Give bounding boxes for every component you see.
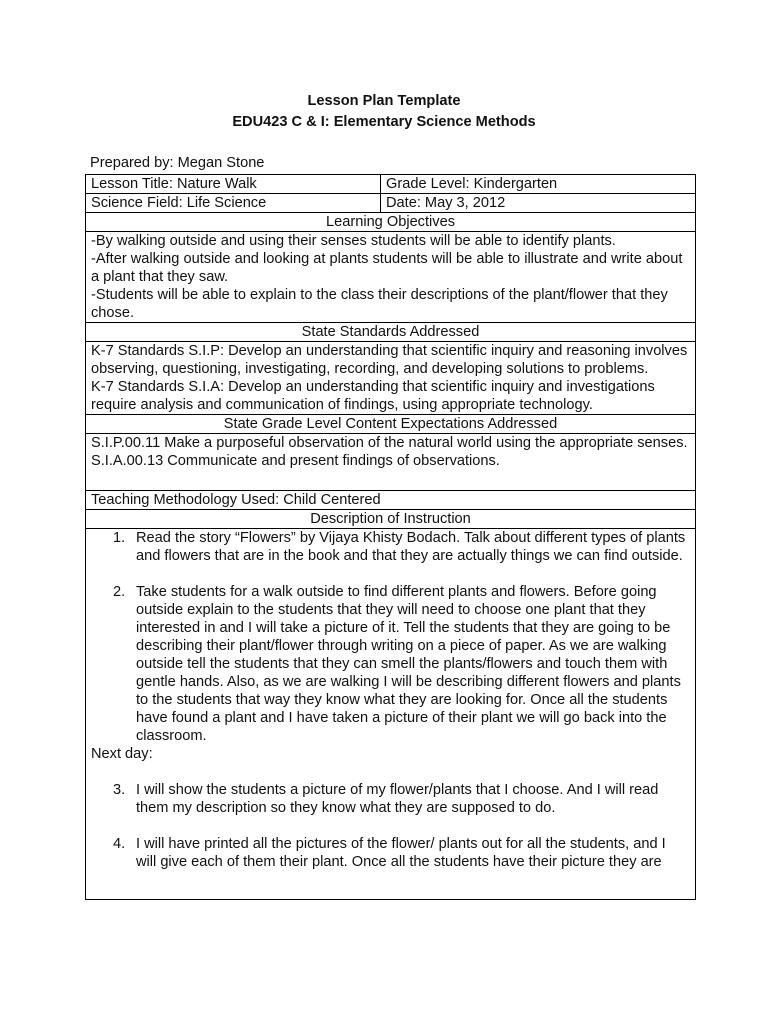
grade-level-cell: Grade Level: Kindergarten xyxy=(381,175,696,194)
methodology-cell: Teaching Methodology Used: Child Centered xyxy=(86,491,696,510)
lesson-plan-table xyxy=(85,174,696,900)
date-cell: Date: May 3, 2012 xyxy=(381,194,696,213)
list-item xyxy=(91,781,690,817)
step-text: Take students for a walk outside to find different plants and flowers. Before going outside explain to the students that they will need to choose one plant that they interested in and I will take a picture of it. Tell the students that they are going to be describing their plant/flower through writing on a piece of paper. As we are walking outside tell the students that they can smell the plants/flowers and touch them with gentle hands. Also, as we are walking I will be describing different flowers and plants to the students that way they know what they are looking for. Once all the students have found a plant and I have taken a picture of their plant we will go back into the classroom. xyxy=(136,584,681,744)
step-text: Read the story “Flowers” by Vijaya Khisty Bodach. Talk about different types of plants and flowers that are in the book and that they are actually things we can find outside. xyxy=(136,530,686,564)
course-title: EDU423 C & I: Elementary Science Methods xyxy=(232,114,536,130)
table-row xyxy=(86,323,696,342)
expectation-sia: S.I.A.00.13 Communicate and present findings of observations. xyxy=(91,453,500,469)
lesson-title-cell: Lesson Title: Nature Walk xyxy=(86,175,381,194)
instruction-heading: Description of Instruction xyxy=(86,510,696,529)
list-item xyxy=(91,583,690,745)
expectation-sip: S.I.P.00.11 Make a purposeful observation of the natural world using the appropriate senses. xyxy=(91,435,688,451)
table-row xyxy=(86,491,696,510)
objective-3: -Students will be able to explain to the class their descriptions of the plant/flower that they chose. xyxy=(91,287,668,321)
step-text: I will show the students a picture of my flower/plants that I choose. And I will read them my description so they know what they are supposed to do. xyxy=(136,782,659,816)
step-number: 1. xyxy=(113,530,126,546)
objectives-cell xyxy=(86,232,696,323)
document-title: Lesson Plan Template xyxy=(307,93,461,109)
instruction-steps-next-day xyxy=(91,781,690,871)
step-number: 2. xyxy=(113,584,126,600)
expectations-cell xyxy=(86,434,696,491)
table-row xyxy=(86,232,696,323)
objectives-heading: Learning Objectives xyxy=(86,213,696,232)
table-row xyxy=(86,175,696,194)
standards-cell xyxy=(86,342,696,415)
science-field-cell: Science Field: Life Science xyxy=(86,194,381,213)
expectations-heading: State Grade Level Content Expectations Addressed xyxy=(86,415,696,434)
objective-2: -After walking outside and looking at plants students will be able to illustrate and write about a plant that they saw. xyxy=(91,251,683,285)
next-day-label: Next day: xyxy=(91,746,153,762)
step-number: 4. xyxy=(113,836,126,852)
table-row xyxy=(86,415,696,434)
standard-sip: K-7 Standards S.I.P: Develop an understanding that scientific inquiry and reasoning involves observing, questioning, investigating, recording, and developing solutions to problems. xyxy=(91,343,688,377)
list-item xyxy=(91,835,690,871)
step-text: I will have printed all the pictures of the flower/ plants out for all the students, and I will give each of them their plant. Once all the students have their picture they are xyxy=(136,836,666,870)
table-row xyxy=(86,529,696,900)
standards-heading: State Standards Addressed xyxy=(86,323,696,342)
table-row xyxy=(86,213,696,232)
standard-sia: K-7 Standards S.I.A: Develop an understanding that scientific inquiry and investigations require analysis and communication of findings, using appropriate technology. xyxy=(91,379,655,413)
table-row xyxy=(86,194,696,213)
table-row xyxy=(86,510,696,529)
objective-1: -By walking outside and using their senses students will be able to identify plants. xyxy=(91,233,616,249)
table-row xyxy=(86,434,696,491)
step-number: 3. xyxy=(113,782,126,798)
table-row xyxy=(86,342,696,415)
instruction-steps xyxy=(91,529,690,745)
instruction-cell xyxy=(86,529,696,900)
prepared-by: Prepared by: Megan Stone xyxy=(90,155,265,171)
list-item xyxy=(91,529,690,565)
